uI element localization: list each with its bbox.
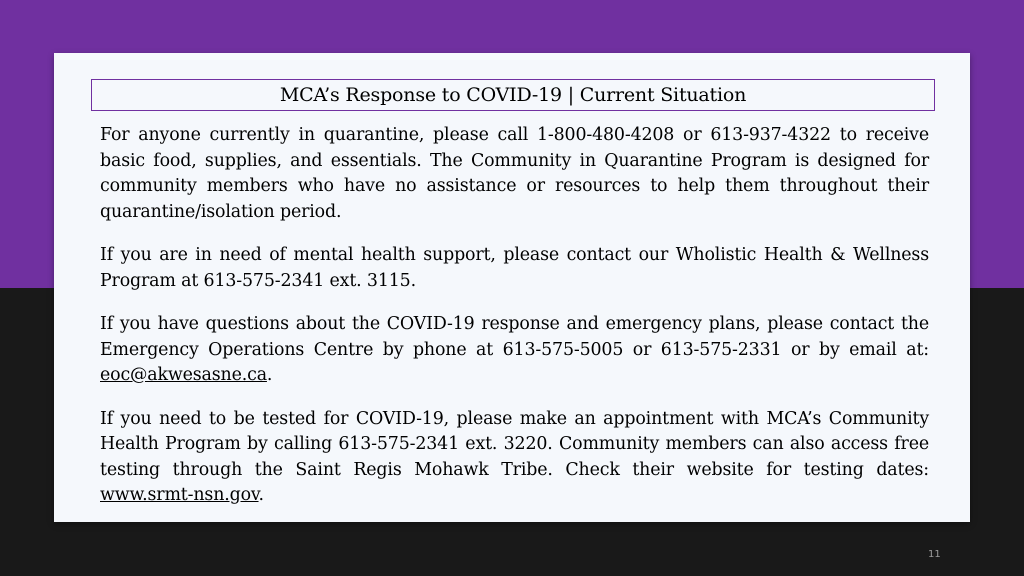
paragraph-questions-end: . (266, 365, 273, 385)
paragraph-testing (100, 407, 929, 509)
page-number: 11 (928, 549, 941, 560)
slide-title: MCA’s Response to COVID-19 | Current Situation (91, 79, 935, 111)
paragraph-testing-text: If you need to be tested for COVID-19, please make an appointment with MCA’s Community Health Program by calling 613-575-2341 ext. 3220. Community members can also access free testing through the Saint Regis Mohawk Tribe. Check their website for testing dates: (100, 408, 929, 480)
paragraph-testing-end: . (258, 485, 264, 505)
email-link[interactable]: eoc@akwesasne.ca (100, 365, 267, 385)
paragraph-questions-text: If you have questions about the COVID-19 response and emergency plans, please contact the Emergency Operations Centre by phone at 613-575-5005 or 613-575-2331 or by email at: (100, 314, 929, 360)
paragraph-questions (100, 312, 929, 389)
paragraph-quarantine: For anyone currently in quarantine, please call 1-800-480-4208 or 613-937-4322 to receive basic food, supplies, and essentials. The Community in Quarantine Program is designed for community members who have no assistance or resources to help them throughout their quarantine/isolation period. (100, 125, 929, 222)
body-text (100, 123, 929, 527)
content-card (54, 53, 970, 522)
website-link[interactable]: www.srmt-nsn.gov (100, 485, 259, 505)
paragraph-mental-health: If you are in need of mental health support, please contact our Wholistic Health & Wellness Program at 613-575-2341 ext. 3115. (100, 245, 929, 291)
